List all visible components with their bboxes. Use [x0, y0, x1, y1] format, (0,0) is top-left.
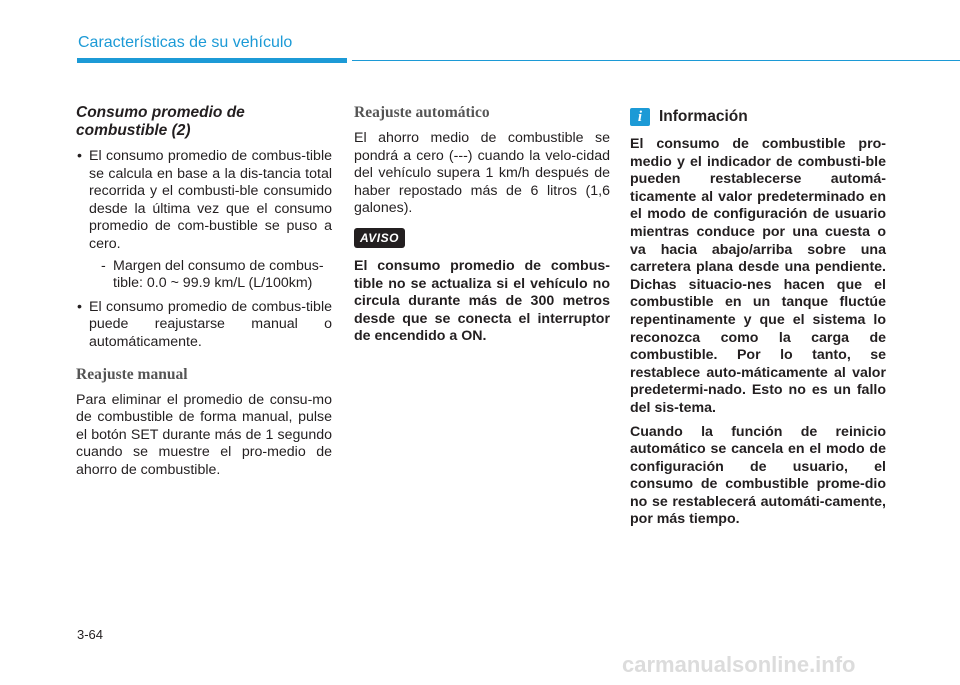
info-paragraph-1: El consumo de combustible pro-medio y el indicador de combusti-ble pueden restablecerse automá-ticamente al valor predeterminado en el modo de configuración de usuario mientras conduce por una cuesta o va hacia abajo/arriba sobre una carretera plana desde una pendiente. Dichas situacio-nes hacen que el combustible en un tanque fluctúe repentinamente y que el sistema lo reconozca como la carga de combustible. Por lo tanto, se restablece auto-máticamente al valor predetermi-nado. Esto no es un fallo del sis-tema. [630, 136, 886, 416]
page-number: 3-64 [77, 627, 104, 642]
watermark: carmanualsonline.info [622, 652, 856, 677]
info-paragraph-2: Cuando la función de reinicio automático se cancela en el modo de configuración de usuario, el consumo de combustible prome-dio no se restablecerá automáti-camente, por más tiempo. [630, 423, 886, 528]
info-title: Información [659, 108, 748, 125]
heading-line-1: Consumo promedio de [76, 104, 245, 121]
bullet-item [76, 148, 332, 293]
sub-item-text: Margen del consumo de combus-tible: 0.0 ~ 99.9 km/L (L/100km) [113, 257, 324, 292]
bullet-text-1: El consumo promedio de combus-tible se calcula en base a la dis-tancia total recorrida y el combusti-ble consumido desde la última vez que el consumo promedio de com-bustible se puso a cero. [89, 148, 332, 252]
column-middle [354, 104, 610, 346]
auto-reset-paragraph: El ahorro medio de combustible se pondrá a cero (---) cuando la velo-cidad del vehículo supera 1 km/h después de haber repostado más de 6 litros (1,6 galones). [354, 130, 610, 217]
sub-item-range [89, 258, 332, 293]
heading-average-consumption [76, 104, 332, 140]
info-icon: i [630, 108, 650, 126]
heading-manual-reset: Reajuste manual [76, 365, 188, 383]
info-header [630, 108, 886, 126]
column-left [76, 104, 332, 480]
warning-badge: AVISO [354, 228, 405, 248]
header-rule-thick [77, 58, 347, 63]
heading-line-2: combustible (2) [76, 122, 191, 139]
bullet-list [76, 148, 332, 352]
dash-marker: - [101, 257, 106, 274]
manual-reset-paragraph: Para eliminar el promedio de consu-mo de combustible de forma manual, pulse el botón SET durante más de 1 segundo cuando se muestre el pro-medio de ahorro de combustible. [76, 391, 332, 478]
bullet-item [76, 299, 332, 352]
column-right [630, 108, 886, 535]
warning-paragraph: El consumo promedio de combus-tible no se actualiza si el vehículo no circula durante más de 300 metros desde que se conecta el interruptor de encendido a ON. [354, 257, 610, 345]
bullet-text-2: El consumo promedio de combus-tible puede reajustarse manual o automáticamente. [89, 298, 332, 350]
section-title: Características de su vehículo [78, 34, 293, 51]
heading-auto-reset: Reajuste automático [354, 104, 490, 121]
header-rule-thin [352, 60, 960, 61]
